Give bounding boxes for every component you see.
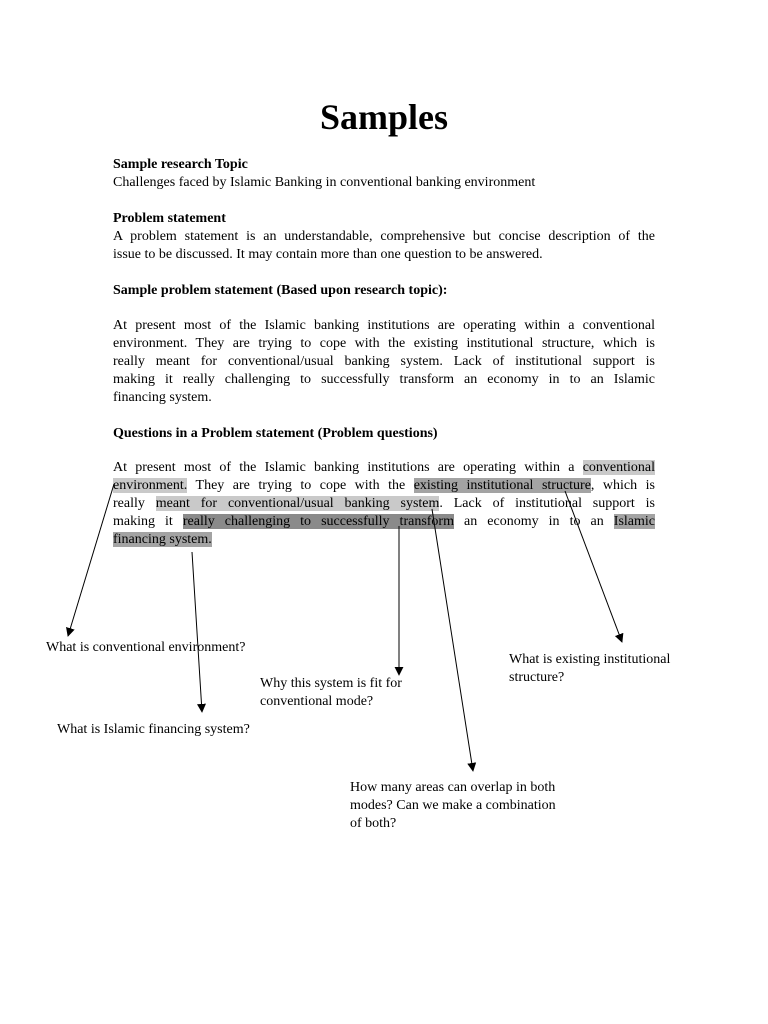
highlight-really-challenging: really challenging to successfully transform bbox=[182, 514, 454, 529]
highlight-islamic: Islamic bbox=[613, 514, 655, 529]
highlight-existing-structure: existing institutional structure bbox=[413, 478, 591, 493]
plain-text: They are trying to cope with the bbox=[187, 478, 414, 493]
highlight-environment: environment. bbox=[113, 478, 188, 493]
question-line: Why this system is fit for bbox=[260, 676, 402, 691]
sample-problem-line: really meant for conventional/usual banking system. Lack of institutional support is bbox=[113, 354, 655, 369]
arrow-to-conventional-environment bbox=[68, 484, 114, 636]
sample-problem-line: environment. They are trying to cope with the existing institutional structure, which is bbox=[113, 336, 655, 351]
research-topic-text: Challenges faced by Islamic Banking in conventional banking environment bbox=[113, 175, 536, 190]
sample-problem-line: financing system. bbox=[113, 390, 212, 405]
research-topic-heading: Sample research Topic bbox=[113, 157, 248, 172]
questions-heading: Questions in a Problem statement (Problem questions) bbox=[113, 426, 438, 441]
question-fit-for-conventional bbox=[260, 675, 402, 711]
question-line: of both? bbox=[350, 816, 397, 831]
question-overlap-areas bbox=[350, 779, 556, 833]
question-line: conventional mode? bbox=[260, 694, 374, 709]
question-existing-structure bbox=[509, 651, 670, 687]
plain-text: making it bbox=[113, 514, 183, 529]
problem-statement-heading: Problem statement bbox=[113, 211, 226, 226]
question-line: How many areas can overlap in both bbox=[350, 780, 556, 795]
sample-problem-heading: Sample problem statement (Based upon research topic): bbox=[113, 283, 448, 298]
sample-problem-line: making it really challenging to successfully transform an economy in to an Islamic bbox=[113, 372, 655, 387]
problem-statement-line: A problem statement is an understandable, comprehensive but concise description of the bbox=[113, 229, 655, 244]
plain-text: really bbox=[113, 496, 156, 511]
problem-statement-line: issue to be discussed. It may contain more than one question to be answered. bbox=[113, 247, 543, 262]
page-title: Samples bbox=[319, 97, 449, 137]
highlight-conventional: conventional bbox=[582, 460, 655, 475]
arrow-to-overlap-areas bbox=[432, 509, 473, 771]
plain-text: an economy in to an bbox=[453, 514, 614, 529]
sample-problem-line: At present most of the Islamic banking institutions are operating within a conventional bbox=[113, 318, 655, 333]
question-islamic-financing: What is Islamic financing system? bbox=[57, 722, 250, 737]
highlight-meant-for-conventional: meant for conventional/usual banking system bbox=[155, 496, 440, 511]
arrow-to-existing-structure bbox=[565, 491, 622, 642]
question-line: structure? bbox=[509, 670, 565, 685]
plain-text: . Lack of institutional support is bbox=[439, 496, 655, 511]
question-line: modes? Can we make a combination bbox=[350, 798, 556, 813]
arrow-to-islamic-financing bbox=[192, 552, 202, 712]
question-conventional-environment: What is conventional environment? bbox=[46, 640, 246, 655]
plain-text: , which is bbox=[590, 478, 655, 493]
question-line: What is existing institutional bbox=[509, 652, 671, 667]
highlight-financing-system: financing system. bbox=[113, 532, 212, 547]
plain-text: At present most of the Islamic banking institutions are operating within a bbox=[113, 460, 583, 475]
